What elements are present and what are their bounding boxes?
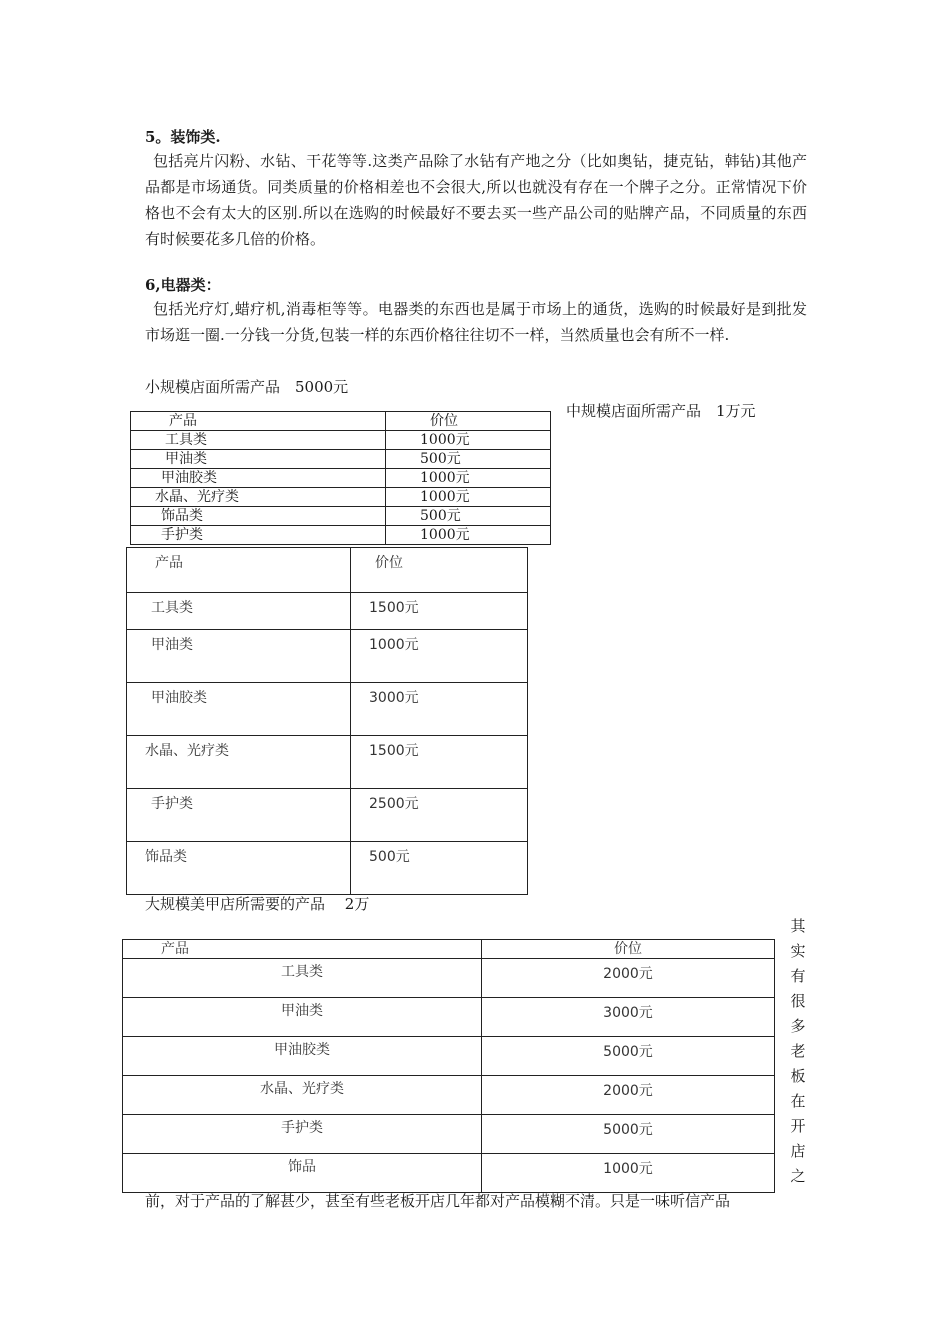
- product-cell: 饰品: [123, 1154, 482, 1193]
- price-cell: 1000元: [386, 469, 551, 488]
- price-cell: 5000元: [482, 1115, 775, 1154]
- table-row: [127, 789, 528, 842]
- header-product: 产品: [123, 940, 482, 959]
- vertical-char: 很: [790, 992, 806, 1010]
- price-cell: 2000元: [482, 959, 775, 998]
- table-row: [131, 450, 551, 469]
- vertical-char: 实: [790, 942, 806, 960]
- table-row: [127, 593, 528, 630]
- product-cell: 水晶、光疗类: [131, 488, 386, 507]
- price-cell: 500元: [386, 507, 551, 526]
- table-row: [123, 959, 775, 998]
- price-cell: 2000元: [482, 1076, 775, 1115]
- table-row: [127, 630, 528, 683]
- price-cell: 1500元: [351, 736, 528, 789]
- product-cell: 甲油胶类: [127, 683, 351, 736]
- table-row: [131, 488, 551, 507]
- table-header-row: [123, 940, 775, 959]
- price-cell: 1500元: [351, 593, 528, 630]
- table-row: [131, 469, 551, 488]
- vertical-char: 之: [790, 1167, 806, 1185]
- product-cell: 甲油胶类: [123, 1037, 482, 1076]
- price-cell: 1000元: [386, 488, 551, 507]
- product-cell: 甲油类: [123, 998, 482, 1037]
- header-product: 产品: [131, 412, 386, 431]
- price-cell: 1000元: [351, 630, 528, 683]
- small-shop-table: [130, 411, 551, 545]
- product-cell: 水晶、光疗类: [127, 736, 351, 789]
- header-price: 价位: [386, 412, 551, 431]
- table-row: [123, 1115, 775, 1154]
- vertical-char: 板: [790, 1067, 806, 1085]
- header-product: 产品: [127, 548, 351, 593]
- product-cell: 饰品类: [127, 842, 351, 895]
- medium-shop-table: [126, 547, 528, 895]
- table-row: [123, 998, 775, 1037]
- vertical-char: 有: [790, 967, 806, 985]
- large-shop-label: 大规模美甲店所需要的产品 2万: [145, 895, 370, 913]
- table-row: [131, 507, 551, 526]
- table-row: [123, 1037, 775, 1076]
- table-row: [127, 736, 528, 789]
- price-cell: 5000元: [482, 1037, 775, 1076]
- vertical-char: 在: [790, 1092, 806, 1110]
- header-price: 价位: [482, 940, 775, 959]
- table-header-row: [131, 412, 551, 431]
- product-cell: 甲油类: [131, 450, 386, 469]
- vertical-char: 其: [790, 917, 806, 935]
- table-header-row: [127, 548, 528, 593]
- table-row: [123, 1076, 775, 1115]
- large-shop-table: [122, 939, 775, 1193]
- table-row: [131, 526, 551, 545]
- table-row: [131, 431, 551, 450]
- product-cell: 手护类: [123, 1115, 482, 1154]
- price-cell: 1000元: [386, 431, 551, 450]
- closing-line: 前，对于产品的了解甚少，甚至有些老板开店几年都对产品模糊不清。只是一味听信产品: [145, 1192, 731, 1210]
- product-cell: 工具类: [131, 431, 386, 450]
- product-cell: 手护类: [127, 789, 351, 842]
- product-cell: 工具类: [123, 959, 482, 998]
- section-6-body: 包括光疗灯,蜡疗机,消毒柜等等。电器类的东西也是属于市场上的通货，选购的时候最好是到批发市场逛一圈.一分钱一分货,包装一样的东西价格往往切不一样，当然质量也会有所不一样.: [145, 300, 807, 344]
- price-cell: 500元: [386, 450, 551, 469]
- product-cell: 水晶、光疗类: [123, 1076, 482, 1115]
- medium-shop-label: 中规模店面所需产品 1万元: [566, 402, 756, 420]
- price-cell: 500元: [351, 842, 528, 895]
- table-row: [127, 842, 528, 895]
- price-cell: 1000元: [482, 1154, 775, 1193]
- product-cell: 工具类: [127, 593, 351, 630]
- section-6-heading: 6,电器类：: [145, 276, 221, 294]
- product-cell: 饰品类: [131, 507, 386, 526]
- table-row: [127, 683, 528, 736]
- section-5-body: 包括亮片闪粉、水钻、干花等等.这类产品除了水钻有产地之分（比如奥钻，捷克钻，韩钻)其他产品都是市场通货。同类质量的价格相差也不会很大,所以也就没有存在一个牌子之分。正常情况下价格也不会有太大的区别.所以在选购的时候最好不要去买一些产品公司的贴牌产品，不同质量的东西有时候要花多几倍的价格。: [145, 152, 807, 248]
- vertical-char: 开: [790, 1117, 806, 1135]
- price-cell: 3000元: [351, 683, 528, 736]
- product-cell: 手护类: [131, 526, 386, 545]
- table-row: [123, 1154, 775, 1193]
- price-cell: 2500元: [351, 789, 528, 842]
- header-price: 价位: [351, 548, 528, 593]
- small-shop-label: 小规模店面所需产品 5000元: [145, 378, 349, 396]
- vertical-char: 老: [790, 1042, 806, 1060]
- product-cell: 甲油类: [127, 630, 351, 683]
- product-cell: 甲油胶类: [131, 469, 386, 488]
- price-cell: 3000元: [482, 998, 775, 1037]
- section-5-heading: 5。装饰类.: [145, 128, 221, 146]
- vertical-char: 多: [790, 1017, 806, 1035]
- vertical-char: 店: [790, 1142, 806, 1160]
- price-cell: 1000元: [386, 526, 551, 545]
